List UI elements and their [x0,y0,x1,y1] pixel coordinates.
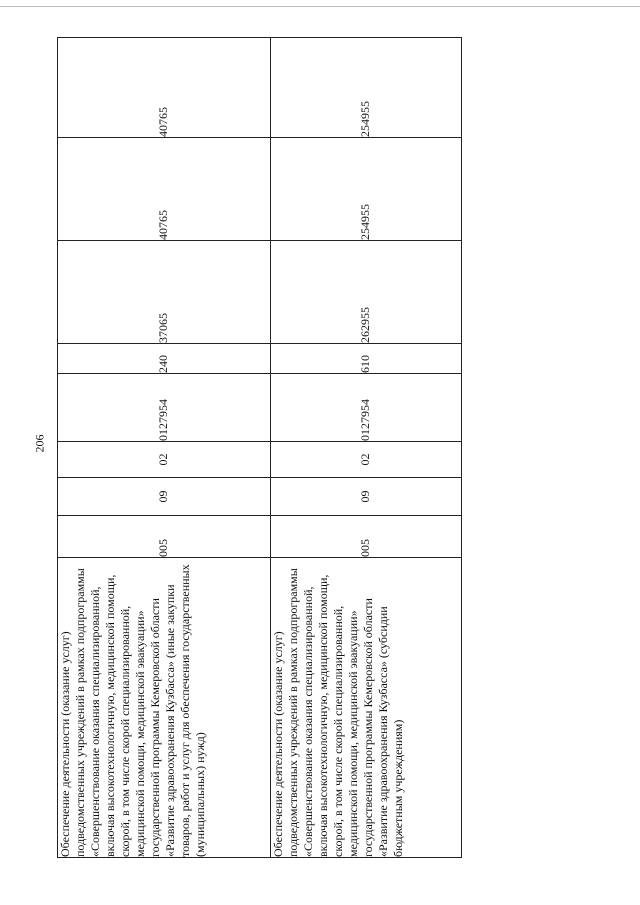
row-1-description: Обеспечение деятельности (оказание услуг) подведомственных учреждений в рамках подпрограммы «Совершенствование оказания специализированной, включая высокотехнологичную, медицинской помощи, скорой, в том числе скорой специализированной, медицинской помощи, медицинской эвакуации» государственной программы Кемеровской области «Развитие здравоохранения Кузбасса» (иные закупки товаров, работ и услуг для обеспечения государственных (муниципальных) нужд) [58,558,271,858]
row-2-amount-3: 254955 [270,38,461,138]
row-1-section: 09 [58,478,271,516]
budget-table [57,37,462,858]
row-1-expense-type: 240 [58,344,271,374]
row-2-amount-1: 262955 [270,241,461,344]
row-2-expense-type: 610 [270,344,461,374]
row-2-subsection: 02 [270,442,461,478]
table-row [270,38,461,858]
row-2-ministry-code: 005 [270,516,461,558]
table-row [58,38,271,858]
row-2-section: 09 [270,478,461,516]
top-edge-line [0,6,640,7]
row-2-description: Обеспечение деятельности (оказание услуг) подведомственных учреждений в рамках подпрограммы «Совершенствование оказания специализированной, включая высокотехнологичную, медицинской помощи, скорой, в том числе скорой специализированной, медицинской помощи, медицинской эвакуации» государственной программы Кемеровской области «Развитие здравоохранения Кузбасса» (субсидии бюджетным учреждениям) [270,558,461,858]
row-2-amount-2: 254955 [270,138,461,241]
row-2-target-article: 0127954 [270,374,461,442]
row-1-amount-1: 37065 [58,241,271,344]
row-1-amount-2: 40765 [58,138,271,241]
page-number: 206 [32,434,47,453]
row-1-target-article: 0127954 [58,374,271,442]
rotated-table-container [57,38,462,858]
row-1-amount-3: 40765 [58,38,271,138]
row-1-ministry-code: 005 [58,516,271,558]
row-1-subsection: 02 [58,442,271,478]
